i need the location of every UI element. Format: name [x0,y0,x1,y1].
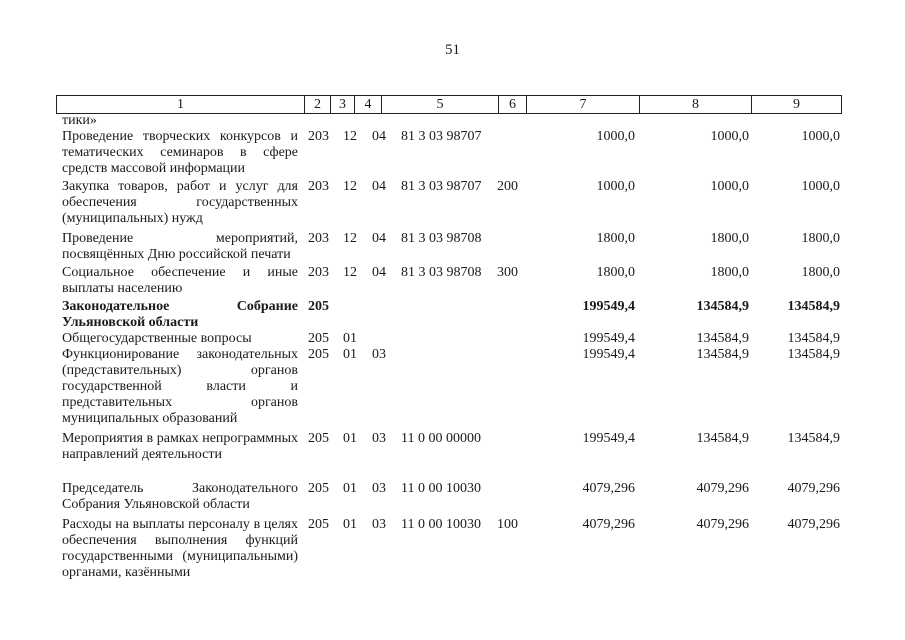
row-v2: 134584,9 [696,347,749,362]
row-v1: 1000,0 [596,179,635,194]
row-pr: 04 [372,179,386,194]
row-rz: 12 [343,265,357,280]
row-v2: 4079,296 [696,481,749,496]
row-v3: 1800,0 [801,265,840,280]
header-col-7: 7 [526,96,639,113]
row-gr: 205 [308,517,329,532]
table-row [0,481,905,517]
row-v1: 1800,0 [596,231,635,246]
row-v2: 134584,9 [696,331,749,346]
row-v3: 1000,0 [801,129,840,144]
row-v3: 134584,9 [787,331,840,346]
row-gr: 203 [308,129,329,144]
row-name: Проведение творческих конкурсов и тематических семинаров в сфере средств массовой информации [62,129,298,176]
row-v2: 1800,0 [710,231,749,246]
row-cs: 81 3 03 98708 [401,231,482,246]
row-v1: 199549,4 [582,299,635,314]
row-v2: 1000,0 [710,179,749,194]
header-col-1: 1 [177,97,184,112]
row-v1: 4079,296 [582,517,635,532]
table-row [0,129,905,179]
table-row [0,517,905,587]
row-rz: 12 [343,129,357,144]
row-gr: 203 [308,265,329,280]
row-pr: 03 [372,517,386,532]
row-gr: 205 [308,347,329,362]
row-v1: 199549,4 [582,331,635,346]
row-gr: 203 [308,231,329,246]
row-cs: 11 0 00 10030 [401,517,481,532]
header-col-9: 9 [751,96,841,113]
row-rz: 01 [343,517,357,532]
row-cs: 11 0 00 10030 [401,481,481,496]
row-v3: 1000,0 [801,179,840,194]
row-gr: 205 [308,481,329,496]
row-v2: 4079,296 [696,517,749,532]
row-name: Законодательное Собрание Ульяновской области [62,299,298,330]
row-pr: 04 [372,129,386,144]
header-col-5: 5 [381,96,498,113]
table-row [0,431,905,481]
row-name: Проведение мероприятий, посвящённых Дню российской печати [62,231,298,262]
row-name: Председатель Законодательного Собрания Ульяновской области [62,481,298,512]
row-pr: 03 [372,347,386,362]
row-pr: 03 [372,431,386,446]
header-col-8: 8 [639,96,751,113]
row-name: Закупка товаров, работ и услуг для обеспечения государственных (муниципальных) нужд [62,179,298,226]
row-rz: 01 [343,347,357,362]
row-name: Расходы на выплаты персоналу в целях обеспечения выполнения функций государственными (муниципальными) органами, казёнными [62,517,298,580]
row-v2: 1800,0 [710,265,749,280]
row-v1: 1800,0 [596,265,635,280]
row-pr: 04 [372,265,386,280]
table-row [0,347,905,431]
row-rz: 12 [343,179,357,194]
row-rz: 01 [343,481,357,496]
row-cs: 81 3 03 98708 [401,265,482,280]
table-row [0,299,905,331]
row-name: Общегосударственные вопросы [62,331,252,346]
row-v2: 134584,9 [696,299,749,314]
row-v3: 134584,9 [787,431,840,446]
row-name: Мероприятия в рамках непрограммных направлений деятельности [62,431,298,462]
row-gr: 205 [308,331,329,346]
table-row [0,179,905,231]
row-vr: 100 [497,517,518,532]
row-v1: 199549,4 [582,347,635,362]
table-row [0,331,905,347]
row-v1: 199549,4 [582,431,635,446]
row-vr: 200 [497,179,518,194]
row-v3: 4079,296 [787,481,840,496]
row-name: тики» [62,113,97,128]
header-col-6: 6 [498,96,526,113]
row-rz: 12 [343,231,357,246]
header-col-3: 3 [330,96,354,113]
row-vr: 300 [497,265,518,280]
page-number: 51 [445,42,460,58]
table-header [56,95,842,114]
row-cs: 81 3 03 98707 [401,129,482,144]
row-v3: 4079,296 [787,517,840,532]
row-v2: 134584,9 [696,431,749,446]
row-name: Социальное обеспечение и иные выплаты населению [62,265,298,296]
table-row [0,113,905,129]
row-cs: 81 3 03 98707 [401,179,482,194]
row-v2: 1000,0 [710,129,749,144]
table-row [0,265,905,299]
row-v1: 1000,0 [596,129,635,144]
row-gr: 205 [308,431,329,446]
table-row [0,231,905,265]
row-name: Функционирование законодательных (представительных) органов государственной власти и представительных органов муниципальных образований [62,347,298,426]
budget-table-body [0,113,905,587]
header-col-4: 4 [354,96,381,113]
row-v3: 1800,0 [801,231,840,246]
row-cs: 11 0 00 00000 [401,431,481,446]
row-v1: 4079,296 [582,481,635,496]
row-gr: 203 [308,179,329,194]
row-gr: 205 [308,299,329,314]
row-pr: 04 [372,231,386,246]
header-col-2: 2 [304,96,330,113]
row-pr: 03 [372,481,386,496]
row-rz: 01 [343,431,357,446]
row-rz: 01 [343,331,357,346]
row-v3: 134584,9 [787,347,840,362]
row-v3: 134584,9 [787,299,840,314]
